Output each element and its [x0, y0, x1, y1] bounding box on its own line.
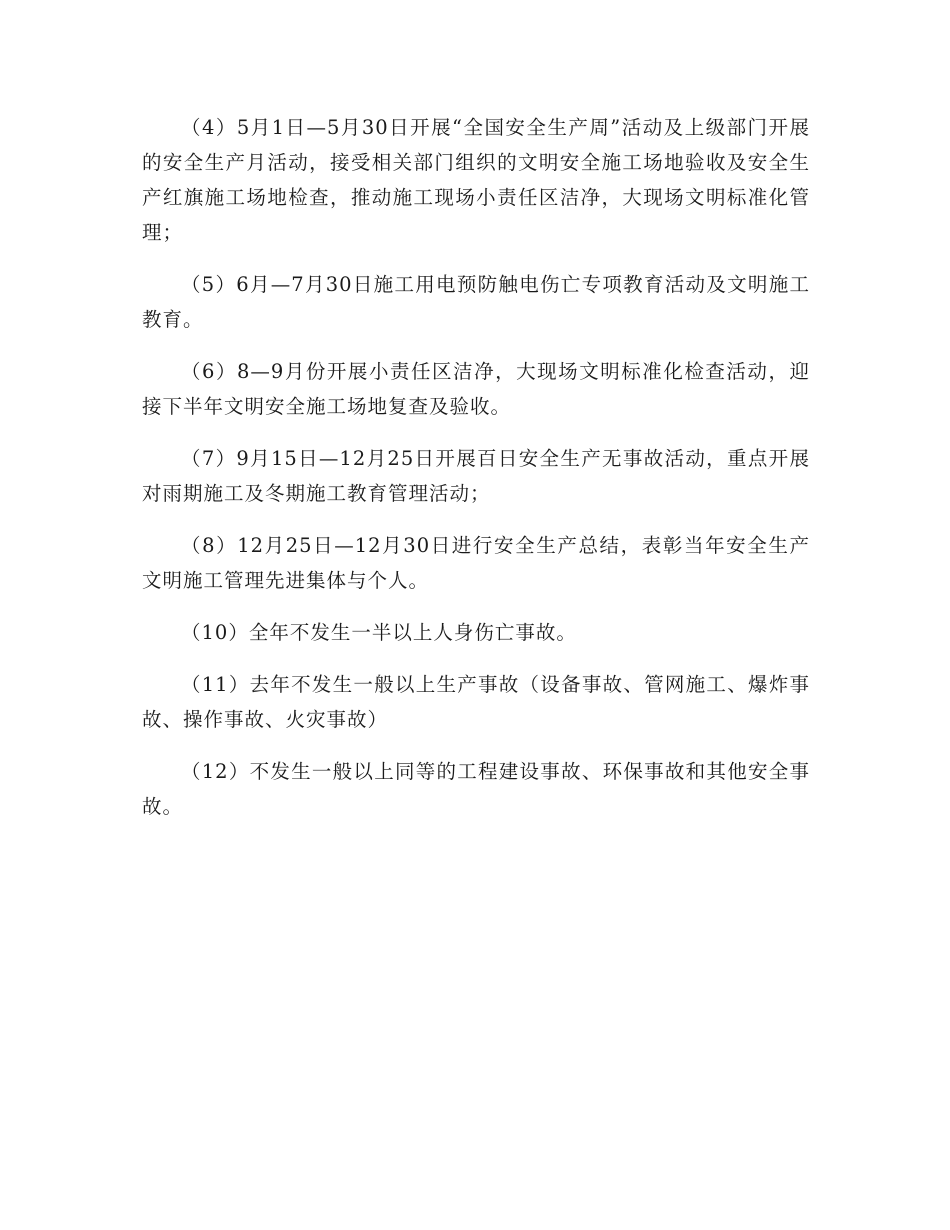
paragraph-item-4: （4）5月1日—5月30日开展“全国安全生产周”活动及上级部门开展的安全生产月活动，接受相关部门组织的文明安全施工场地验收及安全生产红旗施工场地检查，推动施工现场小责任区洁净，大现场文明标准化管理；	[142, 116, 810, 244]
paragraph-item-5: （5）6月—7月30日施工用电预防触电伤亡专项教育活动及文明施工教育。	[142, 273, 810, 331]
paragraph-item-10: （10）全年不发生一半以上人身伤亡事故。	[181, 621, 577, 644]
paragraph-item-6: （6）8—9月份开展小责任区洁净，大现场文明标准化检查活动，迎接下半年文明安全施工场地复查及验收。	[142, 360, 810, 418]
document-body	[142, 110, 810, 841]
paragraph-item-7: （7）9月15日—12月25日开展百日安全生产无事故活动，重点开展对雨期施工及冬期施工教育管理活动；	[142, 447, 810, 505]
paragraph-item-8: （8）12月25日—12月30日进行安全生产总结，表彰当年安全生产文明施工管理先进集体与个人。	[142, 534, 810, 592]
paragraph-item-11: （11）去年不发生一般以上生产事故（设备事故、管网施工、爆炸事故、操作事故、火灾事故）	[142, 673, 810, 731]
paragraph-item-12: （12）不发生一般以上同等的工程建设事故、环保事故和其他安全事故。	[142, 760, 810, 818]
